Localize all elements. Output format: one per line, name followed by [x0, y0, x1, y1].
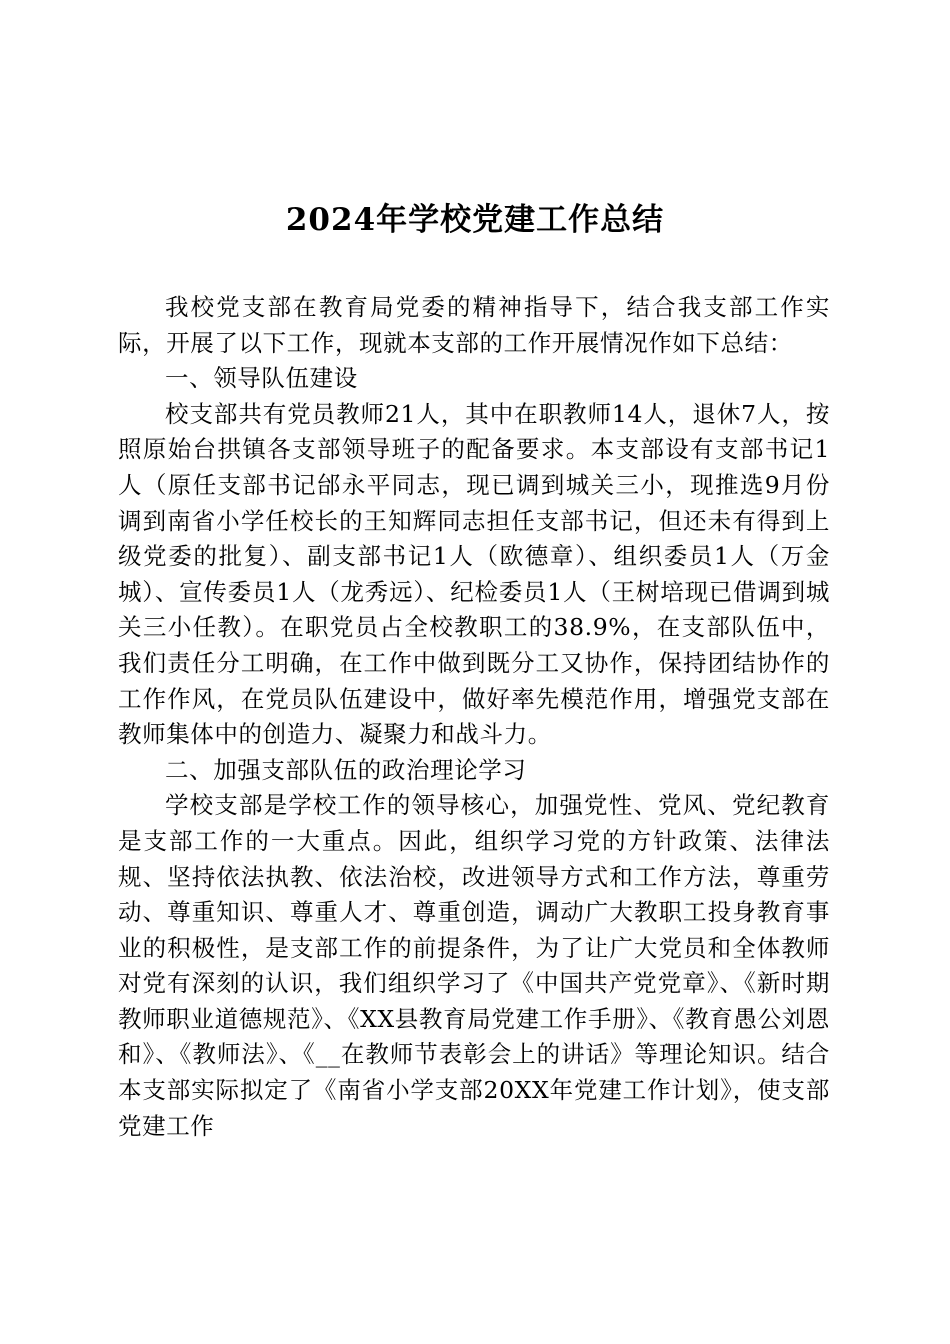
document-title: 2024年学校党建工作总结	[285, 202, 665, 238]
section-heading-political-study: 二、加强支部队伍的政治理论学习	[165, 755, 527, 784]
section-heading-leadership: 一、领导队伍建设	[165, 364, 358, 393]
section-paragraph-political-study: 学校支部是学校工作的领导核心，加强党性、党风、党纪教育是支部工作的一大重点。因此，组织学习党的方针政策、法律法规、坚持依法执教、依法治校，改进领导方式和工作方法，尊重劳动、尊重知识、尊重人才、尊重创造，调动广大教职工投身教育事业的积极性，是支部工作的前提条件，为了让广大党员和全体教师对党有深刻的认识，我们组织学习了《中国共产党党章》、《新时期教师职业道德规范》、《XX县教育局党建工作手册》、《教育愚公刘恩和》、《教师法》、《__在教师节表彰会上的讲话》等理论知识。结合本支部实际拟定了《南省小学支部20XX年党建工作计划》，使支部党建工作	[118, 791, 830, 1140]
intro-paragraph: 我校党支部在教育局党委的精神指导下，结合我支部工作实际，开展了以下工作，现就本支部的工作开展情况作如下总结：	[118, 293, 830, 357]
section-paragraph-leadership: 校支部共有党员教师21人，其中在职教师14人，退休7人，按照原始台拱镇各支部领导班子的配备要求。本支部设有支部书记1人（原任支部书记邰永平同志，现已调到城关三小，现推选9月份调到南省小学任校长的王知辉同志担任支部书记，但还未有得到上级党委的批复）、副支部书记1人（欧德章）、组织委员1人（万金城）、宣传委员1人（龙秀远）、纪检委员1人（王树培现已借调到城关三小任教）。在职党员占全校教职工的38.9%，在支部队伍中，我们责任分工明确，在工作中做到既分工又协作，保持团结协作的工作作风，在党员队伍建设中，做好率先模范作用，增强党支部在教师集体中的创造力、凝聚力和战斗力。	[118, 399, 830, 749]
document-body	[118, 290, 830, 1144]
